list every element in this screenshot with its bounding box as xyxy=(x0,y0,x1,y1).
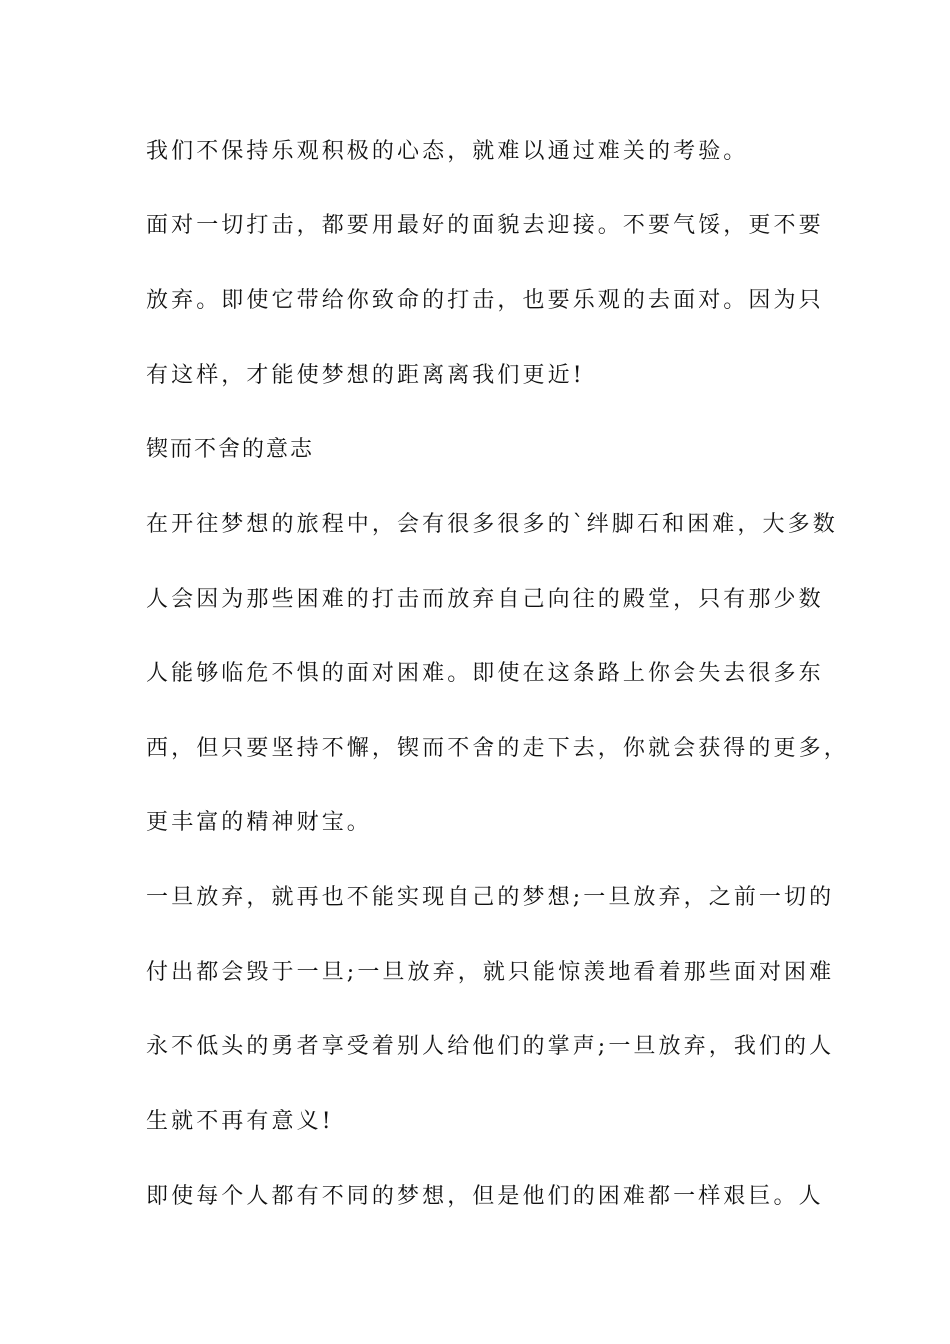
section-heading: 锲而不舍的意志 xyxy=(146,437,315,462)
paragraph-line: 在开往梦想的旅程中，会有很多很多的`绊脚石和困难，大多数 xyxy=(146,512,838,537)
paragraph-line: 放弃。即使它带给你致命的打击，也要乐观的去面对。因为只 xyxy=(146,288,824,313)
paragraph-line: 有这样，才能使梦想的距离离我们更近! xyxy=(146,363,585,388)
paragraph-line: 永不低头的勇者享受着别人给他们的掌声;一旦放弃，我们的人 xyxy=(146,1034,835,1059)
paragraph-line: 我们不保持乐观积极的心态，就难以通过难关的考验。 xyxy=(146,139,749,164)
paragraph-line: 西，但只要坚持不懈，锲而不舍的走下去，你就会获得的更多， xyxy=(146,736,849,761)
paragraph-line: 生就不再有意义! xyxy=(146,1109,334,1134)
paragraph-line: 人会因为那些困难的打击而放弃自己向往的殿堂，只有那少数 xyxy=(146,587,824,612)
paragraph-line: 即使每个人都有不同的梦想，但是他们的困难都一样艰巨。人 xyxy=(146,1184,824,1209)
paragraph-line: 面对一切打击，都要用最好的面貌去迎接。不要气馁，更不要 xyxy=(146,213,824,238)
paragraph-line: 人能够临危不惧的面对困难。即使在这条路上你会失去很多东 xyxy=(146,661,824,686)
paragraph-line: 一旦放弃，就再也不能实现自己的梦想;一旦放弃，之前一切的 xyxy=(146,885,835,910)
paragraph-line: 更丰富的精神财宝。 xyxy=(146,810,372,835)
paragraph-line: 付出都会毁于一旦;一旦放弃，就只能惊羡地看着那些面对困难 xyxy=(146,960,835,985)
